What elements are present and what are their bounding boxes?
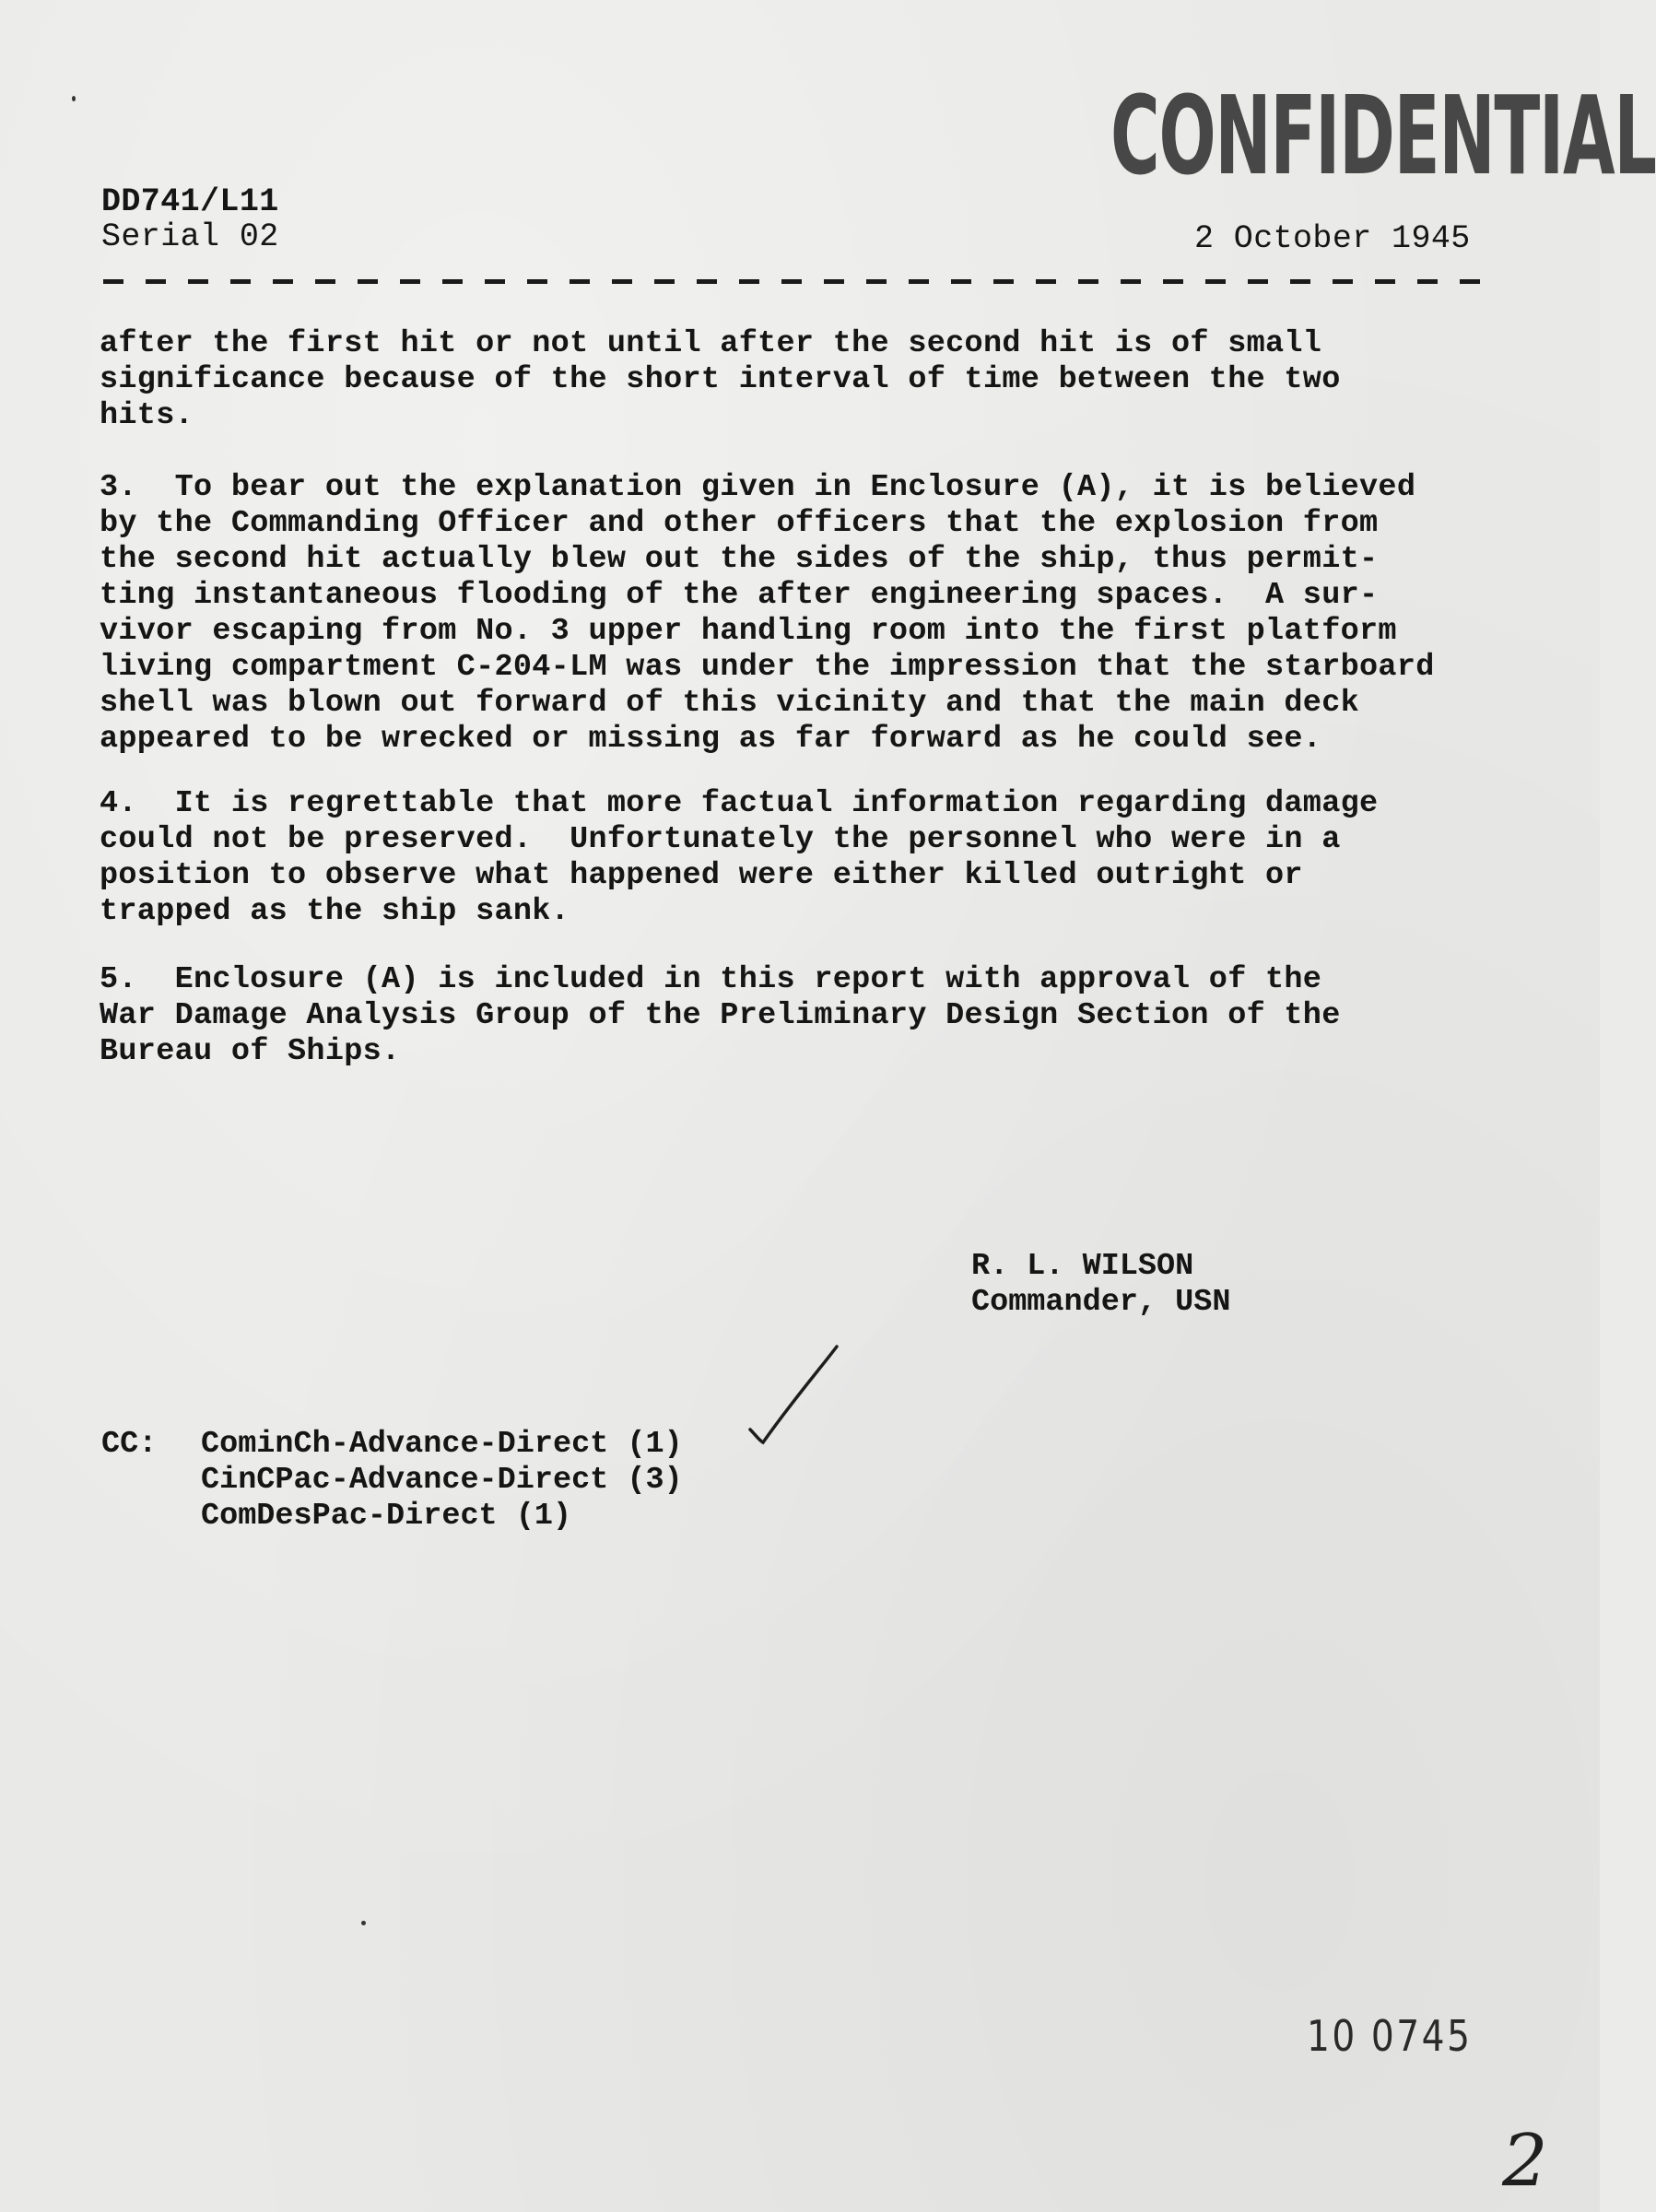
document-date: 2 October 1945 [1194,220,1471,257]
body-line: could not be preserved. Unfortunately the personnel who were in a [100,822,1341,857]
body-line: position to observe what happened were either killed outright or [100,858,1303,893]
file-code: DD741/L11 [101,183,279,220]
checkmark-icon [719,1341,848,1452]
cc-recipient: ComDesPac-Direct (1) [201,1499,572,1534]
cc-recipient: CominCh-Advance-Direct (1) [201,1427,683,1462]
body-line: 5. Enclosure (A) is included in this report with approval of the [100,962,1322,997]
body-line: significance because of the short interval of time between the two [100,362,1341,397]
cc-recipient: CinCPac-Advance-Direct (3) [201,1463,683,1498]
signatory-name: R. L. WILSON [971,1249,1194,1284]
body-line: living compartment C-204-LM was under the impression that the starboard [100,650,1435,685]
serial-number: Serial 02 [101,218,279,255]
body-line: after the first hit or not until after the second hit is of small [100,326,1322,361]
body-line: appeared to be wrecked or missing as far forward as he could see. [100,722,1322,757]
body-line: 3. To bear out the explanation given in Enclosure (A), it is believed [100,470,1416,505]
body-line: War Damage Analysis Group of the Preliminary Design Section of the [100,998,1341,1033]
scan-speck [72,96,76,101]
body-line: vivor escaping from No. 3 upper handling room into the first platform [100,614,1397,649]
body-line: shell was blown out forward of this vicinity and that the main deck [100,686,1360,721]
body-line: trapped as the ship sank. [100,894,570,929]
body-line: ting instantaneous flooding of the after engineering spaces. A sur- [100,578,1379,613]
header-divider [103,279,1493,284]
body-line: by the Commanding Officer and other officers that the explosion from [100,506,1379,541]
body-line: hits. [100,398,194,433]
cc-label: CC: [101,1427,158,1462]
body-line: 4. It is regrettable that more factual information regarding damage [100,786,1379,821]
body-line: Bureau of Ships. [100,1034,401,1069]
page-number: 2 [1502,2120,1548,2203]
document-number: 10 0745 [1307,2011,1473,2061]
body-line: the second hit actually blew out the sides of the ship, thus permit- [100,542,1379,577]
confidential-stamp: CONFIDENTIAL [1110,72,1656,199]
scan-speck [361,1921,366,1925]
signatory-title: Commander, USN [971,1285,1231,1320]
